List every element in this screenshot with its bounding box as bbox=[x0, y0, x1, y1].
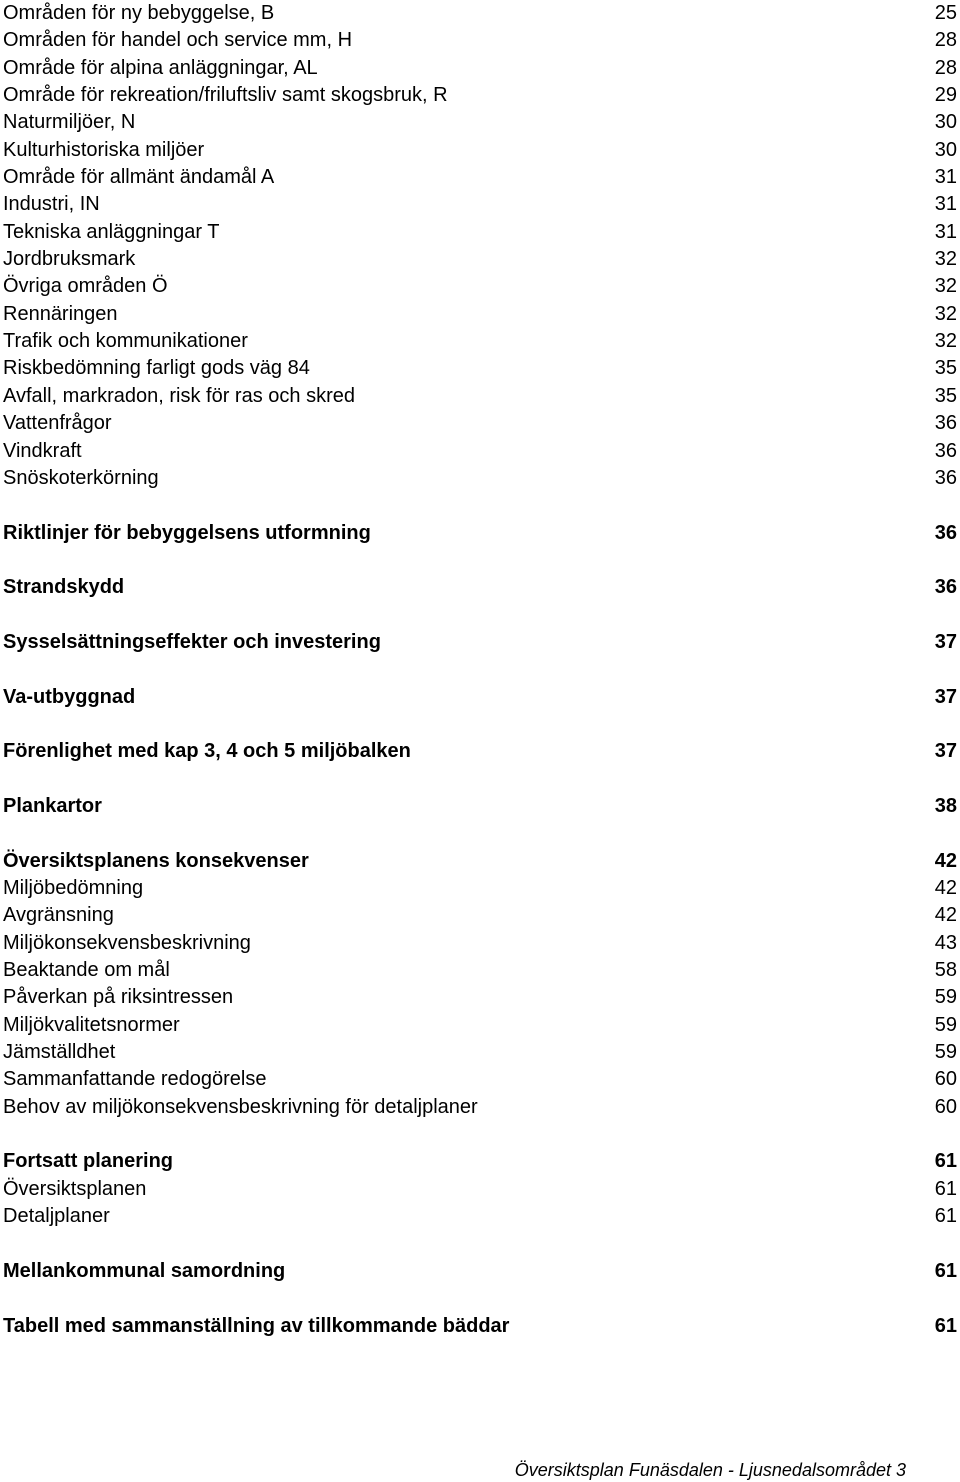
toc-entry-page-number: 43 bbox=[934, 931, 957, 954]
toc-entry-title: Avfall, markradon, risk för ras och skred bbox=[3, 384, 355, 407]
toc-entry-row bbox=[3, 137, 957, 164]
toc-heading-row bbox=[3, 574, 957, 601]
toc-entry-page-number: 37 bbox=[934, 630, 957, 653]
toc-entry-page-number: 32 bbox=[934, 275, 957, 298]
toc-entry-title: Sammanfattande redogörelse bbox=[3, 1068, 267, 1091]
toc-entry-row bbox=[3, 383, 957, 410]
toc-entry-page-number: 31 bbox=[934, 220, 957, 243]
toc-entry-row bbox=[3, 465, 957, 492]
toc-entry-title: Strandskydd bbox=[3, 576, 125, 599]
toc-spacer bbox=[3, 656, 957, 683]
toc-entry-page-number: 29 bbox=[934, 84, 957, 107]
toc-heading-row bbox=[3, 520, 957, 547]
toc-entry-title: Mellankommunal samordning bbox=[3, 1259, 286, 1282]
toc-entry-title: Vattenfrågor bbox=[3, 412, 112, 435]
toc-entry-title: Områden för ny bebyggelse, B bbox=[3, 2, 275, 24]
toc-entry-row bbox=[3, 984, 957, 1011]
toc-entry-title: Industri, IN bbox=[3, 193, 100, 216]
toc-entry-row bbox=[3, 438, 957, 465]
toc-entry-title: Jämställdhet bbox=[3, 1041, 116, 1064]
toc-entry-row bbox=[3, 1176, 957, 1203]
toc-entry-page-number: 61 bbox=[934, 1314, 957, 1337]
toc-entry-page-number: 61 bbox=[934, 1259, 957, 1282]
toc-spacer bbox=[3, 766, 957, 793]
toc-entry-title: Fortsatt planering bbox=[3, 1150, 174, 1173]
toc-entry-page-number: 37 bbox=[934, 685, 957, 708]
toc-entry-page-number: 42 bbox=[934, 849, 957, 872]
toc-entry-row bbox=[3, 27, 957, 54]
toc-entry-page-number: 38 bbox=[934, 794, 957, 817]
toc-entry-row bbox=[3, 219, 957, 246]
toc-entry-page-number: 31 bbox=[934, 193, 957, 216]
toc-entry-title: Område för allmänt ändamål A bbox=[3, 166, 275, 189]
toc-entry-row bbox=[3, 1066, 957, 1093]
toc-entry-title: Övriga områden Ö bbox=[3, 275, 168, 298]
toc-spacer bbox=[3, 820, 957, 847]
toc-entry-page-number: 28 bbox=[934, 29, 957, 52]
toc-heading-row bbox=[3, 629, 957, 656]
toc-entry-title: Snöskoterkörning bbox=[3, 466, 159, 489]
toc-entry-title: Översiktsplanen bbox=[3, 1177, 147, 1200]
toc-entry-row bbox=[3, 0, 957, 27]
toc-entry-title: Kulturhistoriska miljöer bbox=[3, 138, 205, 161]
toc-entry-row bbox=[3, 875, 957, 902]
toc-entry-row bbox=[3, 273, 957, 300]
toc-spacer bbox=[3, 711, 957, 738]
toc-entry-title: Sysselsättningseffekter och investering bbox=[3, 630, 381, 653]
toc-entry-page-number: 60 bbox=[934, 1068, 957, 1091]
toc-spacer bbox=[3, 1285, 957, 1312]
toc-entry-row bbox=[3, 410, 957, 437]
toc-entry-page-number: 36 bbox=[934, 412, 957, 435]
toc-entry-page-number: 42 bbox=[934, 877, 957, 899]
toc-entry-row bbox=[3, 328, 957, 355]
toc-entry-page-number: 37 bbox=[934, 740, 957, 763]
toc-entry-title: Vindkraft bbox=[3, 439, 82, 462]
toc-entry-page-number: 35 bbox=[934, 357, 957, 380]
toc-entry-title: Beaktande om mål bbox=[3, 959, 170, 982]
toc-heading-row bbox=[3, 1148, 957, 1175]
toc-entry-title: Behov av miljökonsekvensbeskrivning för detaljplaner bbox=[3, 1095, 478, 1118]
toc-entry-row bbox=[3, 902, 957, 929]
toc-entry-title: Översiktsplanens konsekvenser bbox=[3, 849, 309, 872]
toc-entry-row bbox=[3, 1039, 957, 1066]
toc-entry-page-number: 60 bbox=[934, 1095, 957, 1118]
toc-entry-page-number: 32 bbox=[934, 302, 957, 325]
toc-entry-page-number: 31 bbox=[934, 166, 957, 189]
page-footer: Översiktsplan Funäsdalen - Ljusnedalsområdet 3 bbox=[514, 1460, 906, 1480]
toc-entry-title: Plankartor bbox=[3, 794, 102, 817]
toc-entry-title: Va-utbyggnad bbox=[3, 685, 136, 708]
toc-entry-page-number: 61 bbox=[934, 1177, 957, 1200]
table-of-contents bbox=[3, 0, 957, 1340]
toc-entry-page-number: 36 bbox=[934, 439, 957, 462]
toc-spacer bbox=[3, 602, 957, 629]
toc-entry-title: Påverkan på riksintressen bbox=[3, 986, 234, 1009]
toc-entry-page-number: 30 bbox=[934, 138, 957, 161]
toc-spacer bbox=[3, 1121, 957, 1148]
toc-entry-title: Riskbedömning farligt gods väg 84 bbox=[3, 357, 310, 380]
toc-entry-page-number: 36 bbox=[934, 576, 957, 599]
toc-heading-row bbox=[3, 793, 957, 820]
toc-entry-title: Rennäringen bbox=[3, 302, 118, 325]
toc-entry-title: Detaljplaner bbox=[3, 1205, 110, 1228]
toc-entry-title: Område för rekreation/friluftsliv samt skogsbruk, R bbox=[3, 84, 448, 107]
toc-entry-page-number: 59 bbox=[934, 1013, 957, 1036]
toc-spacer bbox=[3, 1230, 957, 1257]
toc-entry-title: Trafik och kommunikationer bbox=[3, 330, 248, 353]
toc-entry-page-number: 28 bbox=[934, 56, 957, 79]
toc-entry-title: Miljökonsekvensbeskrivning bbox=[3, 931, 251, 954]
toc-entry-page-number: 61 bbox=[934, 1205, 957, 1228]
toc-entry-page-number: 30 bbox=[934, 111, 957, 134]
toc-entry-title: Miljökvalitetsnormer bbox=[3, 1013, 180, 1036]
toc-heading-row bbox=[3, 1313, 957, 1340]
toc-entry-row bbox=[3, 1203, 957, 1230]
toc-entry-title: Förenlighet med kap 3, 4 och 5 miljöbalken bbox=[3, 740, 411, 763]
toc-entry-row bbox=[3, 164, 957, 191]
toc-entry-row bbox=[3, 191, 957, 218]
toc-spacer bbox=[3, 547, 957, 574]
toc-entry-page-number: 58 bbox=[934, 959, 957, 982]
toc-entry-title: Tekniska anläggningar T bbox=[3, 220, 220, 243]
toc-entry-page-number: 32 bbox=[934, 248, 957, 271]
toc-heading-row bbox=[3, 684, 957, 711]
toc-entry-page-number: 25 bbox=[934, 2, 957, 24]
toc-entry-page-number: 42 bbox=[934, 904, 957, 927]
toc-entry-row bbox=[3, 301, 957, 328]
toc-spacer bbox=[3, 492, 957, 519]
toc-entry-row bbox=[3, 1012, 957, 1039]
toc-heading-row bbox=[3, 1258, 957, 1285]
toc-entry-row bbox=[3, 930, 957, 957]
toc-entry-page-number: 35 bbox=[934, 384, 957, 407]
toc-entry-title: Tabell med sammanställning av tillkommande bäddar bbox=[3, 1314, 510, 1337]
toc-entry-page-number: 32 bbox=[934, 330, 957, 353]
toc-entry-title: Riktlinjer för bebyggelsens utformning bbox=[3, 521, 371, 544]
toc-entry-page-number: 59 bbox=[934, 986, 957, 1009]
toc-heading-row bbox=[3, 738, 957, 765]
toc-entry-row bbox=[3, 82, 957, 109]
toc-entry-row bbox=[3, 246, 957, 273]
toc-entry-title: Områden för handel och service mm, H bbox=[3, 29, 353, 52]
toc-entry-row bbox=[3, 55, 957, 82]
toc-entry-title: Jordbruksmark bbox=[3, 248, 136, 271]
toc-entry-page-number: 36 bbox=[934, 521, 957, 544]
toc-heading-row bbox=[3, 848, 957, 875]
toc-entry-title: Avgränsning bbox=[3, 904, 114, 927]
toc-entry-row bbox=[3, 957, 957, 984]
toc-entry-page-number: 59 bbox=[934, 1041, 957, 1064]
toc-entry-row bbox=[3, 1094, 957, 1121]
toc-entry-title: Miljöbedömning bbox=[3, 877, 144, 899]
toc-entry-row bbox=[3, 109, 957, 136]
toc-entry-row bbox=[3, 355, 957, 382]
toc-entry-page-number: 36 bbox=[934, 466, 957, 489]
toc-entry-page-number: 61 bbox=[934, 1150, 957, 1173]
toc-entry-title: Naturmiljöer, N bbox=[3, 111, 136, 134]
toc-entry-title: Område för alpina anläggningar, AL bbox=[3, 56, 318, 79]
